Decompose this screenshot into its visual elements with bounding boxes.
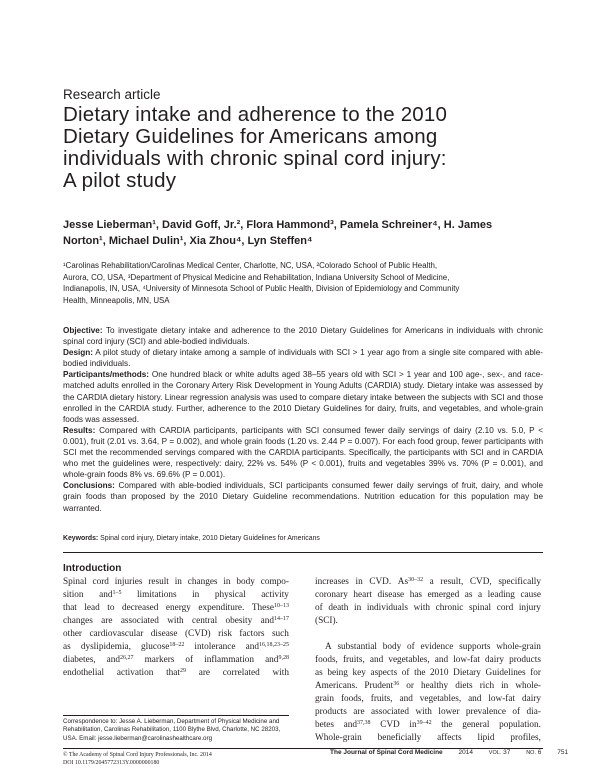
citation-ref: 36 <box>393 681 400 687</box>
author-line: Norton¹, Michael Dulin¹, Xia Zhou⁴, Lyn Steffen⁴ <box>63 235 313 247</box>
citation-ref: 30–32 <box>408 577 424 583</box>
abstract-results-label: Results: <box>63 425 96 435</box>
author-line: Jesse Lieberman¹, David Goff, Jr.², Flora Hammond³, Pamela Schreiner⁴, H. James <box>63 219 493 231</box>
word: 2010 <box>430 668 449 678</box>
word: injuries <box>114 577 143 587</box>
word: vegetables, <box>388 655 430 665</box>
citation-ref: 9,28 <box>278 655 289 661</box>
text-line <box>315 706 541 719</box>
title-line: individuals with chronic spinal cord injury: <box>63 147 447 170</box>
article-title <box>63 104 553 192</box>
word: lipid <box>477 733 495 743</box>
word: correlated <box>222 668 260 678</box>
word: dyslipidemia, <box>80 642 131 652</box>
word: fruits, <box>370 694 393 704</box>
word: that$^{29}$ <box>166 668 186 678</box>
word: disease <box>150 629 178 639</box>
word: obesity <box>225 616 253 626</box>
word: substantial <box>337 642 378 652</box>
word: to <box>107 603 115 613</box>
word: death <box>328 603 349 613</box>
word: betes <box>315 720 335 730</box>
text-line <box>63 615 289 628</box>
footnote-divider <box>63 715 289 716</box>
word: a <box>429 577 434 587</box>
abstract-conclusions-text: Compared with able-bodied individuals, SCI participants consumed fewer daily servings of fruit, dairy, and whole grain foods than proposed by the 2010 Dietary Guideline recommendations. Nutrition education for this population may be warranted. <box>63 481 543 513</box>
abstract-participants-label: Participants/methods: <box>63 370 149 380</box>
word: and <box>468 694 482 704</box>
word: intolerance <box>194 642 236 652</box>
word: Dietary <box>453 668 481 678</box>
word: (SCI). <box>315 616 338 626</box>
word: risk <box>218 629 232 639</box>
citation-ref: 29 <box>179 668 186 674</box>
word: has <box>409 590 423 600</box>
text-line <box>63 576 289 589</box>
text-line <box>315 576 541 589</box>
word: central <box>192 616 218 626</box>
journal-year: 2014 <box>458 749 473 756</box>
word: general <box>462 720 490 730</box>
word: that <box>63 603 77 613</box>
abstract <box>63 325 543 514</box>
word: of <box>512 707 521 717</box>
text-line <box>315 615 541 628</box>
section-heading-introduction: Introduction <box>63 563 122 574</box>
word: as <box>464 590 473 600</box>
word: emerged <box>427 590 460 600</box>
abstract-design <box>63 347 543 369</box>
abstract-objective-text: To investigate dietary intake and adherence to the 2010 Dietary Guidelines for Americans in individuals with chronic spinal cord injury (SCI) and able-bodied individuals. <box>63 326 543 347</box>
word: dairy <box>521 694 541 704</box>
word: activation <box>116 668 154 678</box>
word: in <box>192 590 200 600</box>
author-list <box>63 217 543 249</box>
title-line: Dietary intake and adherence to the 2010 <box>63 103 448 126</box>
title-line: A pilot study <box>63 169 177 192</box>
citation-ref: 26,27 <box>120 655 134 661</box>
affiliation-line: Aurora, CO, USA, ³Department of Physical Medicine and Rehabilitation, Indiana University School of Medicine, <box>63 272 450 282</box>
word: with <box>413 603 431 613</box>
text-line <box>63 602 289 615</box>
word: and <box>369 655 384 665</box>
word: whole- <box>515 681 541 691</box>
word: inflammation <box>204 655 255 665</box>
word: and$^{26,27}$ <box>106 655 134 665</box>
keywords <box>63 535 543 542</box>
footer-left <box>63 752 212 767</box>
word: dia- <box>526 707 541 717</box>
issue-label: NO. <box>526 750 536 756</box>
word: body <box>382 642 402 652</box>
word: individuals <box>366 603 408 613</box>
text-line <box>315 693 541 706</box>
word: grain <box>315 694 335 704</box>
word: These$^{10-13}$ <box>251 603 289 613</box>
text-line <box>63 667 289 680</box>
word: as <box>63 642 71 652</box>
word: rich <box>479 681 495 691</box>
word: cord <box>496 603 514 613</box>
keywords-label: Keywords: <box>63 535 99 542</box>
title-line: Dietary Guidelines for Americans among <box>63 125 438 148</box>
word: low-fat <box>453 655 480 665</box>
word: vegetables, <box>419 694 462 704</box>
word: injury <box>518 603 541 613</box>
word: aspects <box>370 668 398 678</box>
word: healthy <box>420 681 449 691</box>
word: population. <box>499 720 541 730</box>
word: a <box>478 590 483 600</box>
word: products <box>315 707 347 717</box>
word: Prudent$^{36}$ <box>364 681 400 691</box>
doi: DOI 10.1179/2045772313Y.0000000180 <box>63 759 160 766</box>
word: with <box>272 668 289 678</box>
word: lower <box>438 707 460 717</box>
word: fruits, <box>342 655 365 665</box>
word: (CVD) <box>184 629 211 639</box>
abstract-design-text: A pilot study of dietary intake among a sample of individuals with SCI > 1 year ago from a single site compared with able-bodied individuals. <box>63 348 543 369</box>
word: specifically <box>498 577 541 587</box>
word: Whole-grain <box>315 733 362 743</box>
word: and$^{16,18,23-25}$ <box>245 642 289 652</box>
word: and <box>399 694 413 704</box>
volume-label: VOL. <box>488 750 502 756</box>
text-line <box>315 719 541 732</box>
word: key <box>352 668 366 678</box>
word: of <box>401 668 410 678</box>
abstract-conclusions-label: Conclusions: <box>63 481 115 491</box>
citation-ref: 10–13 <box>273 603 289 609</box>
word: result <box>148 577 169 587</box>
footer-right <box>330 749 568 756</box>
word: in <box>501 681 509 691</box>
word: result, <box>440 577 464 587</box>
intro-column-right-paragraph <box>315 641 541 745</box>
text-line <box>63 589 289 602</box>
word: CVD. <box>369 577 392 587</box>
word: the <box>414 668 426 678</box>
text-line <box>315 589 541 602</box>
word: disease <box>377 590 405 600</box>
abstract-objective <box>63 325 543 347</box>
affiliation-line: Health, Minneapolis, MN, USA <box>63 296 170 306</box>
word: decreased <box>121 603 159 613</box>
word: factors <box>239 629 265 639</box>
word: cord <box>92 577 109 587</box>
word: beneficially <box>377 733 422 743</box>
word: foods, <box>340 694 364 704</box>
text-line <box>63 628 289 641</box>
word: evidence <box>420 642 454 652</box>
word: increases <box>315 577 349 587</box>
word: in <box>174 577 182 587</box>
correspondence-note: Correspondence to: Jesse A. Lieberman, Department of Physical Medicine and Rehabilitation, Carolinas Rehabilitation, 1100 Blythe Blvd, Charlotte, NC 28203, USA. Email: jesse.lieberman@carolinashealthcare.org <box>63 718 281 742</box>
word: whole-grain <box>496 642 541 652</box>
word: foods, <box>315 655 338 665</box>
word: of <box>315 603 323 613</box>
word: are <box>353 707 365 717</box>
text-line <box>315 654 541 667</box>
text-line <box>315 667 541 680</box>
word: products <box>509 655 541 665</box>
abstract-results <box>63 425 543 480</box>
word: associated <box>120 616 159 626</box>
word: and$^{9,28}$ <box>265 655 289 665</box>
copyright: © The Academy of Spinal Cord Injury Professionals, Inc. 2014 <box>63 752 212 758</box>
word: or <box>406 681 414 691</box>
word: sition <box>63 590 84 600</box>
citation-ref: 1–5 <box>112 590 122 596</box>
word: and$^{14-17}$ <box>260 616 289 626</box>
journal-name: The Journal of Spinal Cord Medicine <box>330 749 443 756</box>
word: Americans. <box>315 681 358 691</box>
word: of <box>407 642 415 652</box>
text-line <box>63 641 289 654</box>
word: activity <box>261 590 289 600</box>
citation-ref: 18–22 <box>169 642 185 648</box>
word: are <box>198 668 211 678</box>
word: and <box>434 655 449 665</box>
abstract-conclusions <box>63 480 543 513</box>
word: of <box>185 655 194 665</box>
citation-ref: 14–17 <box>273 616 289 622</box>
text-line <box>315 602 541 615</box>
citation-ref: 37,38 <box>357 720 371 726</box>
word: as <box>315 668 323 678</box>
word: such <box>271 629 289 639</box>
word: are <box>101 616 113 626</box>
word: physical <box>214 590 246 600</box>
word: affects <box>437 733 462 743</box>
word: cause <box>520 590 541 600</box>
word: the <box>441 720 453 730</box>
abstract-objective-label: Objective: <box>63 326 103 335</box>
abstract-participants-text: One hundred black or white adults aged 38–55 years old with SCI > 1 year and 100 age-, sex-, and race-matched adults enrolled in the Coronary Artery Risk Development in Young Adults (CARDIA) study. Dietary intake was assessed by the CARDIA dietary history. Linear regression analysis was used to compare dietary intake between the subjects with SCI and those enrolled in the CARDIA study. Further, adherence to the 2010 Dietary Guidelines for dairy, fruits, and vegetables, and whole-grain foods was assessed. <box>63 370 543 424</box>
affiliation-line: ¹Carolinas Rehabilitation/Carolinas Medical Center, Charlotte, NC, USA, ²Colorado School of Public Health, <box>63 261 438 270</box>
word: leading <box>487 590 515 600</box>
keywords-divider <box>63 552 543 553</box>
word: $in^{39-42}$ <box>409 720 432 730</box>
word: coronary <box>315 590 348 600</box>
text-line <box>315 732 541 745</box>
word: for <box>530 668 541 678</box>
word: with <box>415 707 432 717</box>
affiliation-line: Indianapolis, IN, USA, ⁴University of Minnesota School of Public Health, Division of Epidemiology and Community <box>63 284 460 294</box>
word: CVD, <box>469 577 492 587</box>
word: limitations <box>136 590 177 600</box>
word: CVD <box>380 720 400 730</box>
word: spinal <box>469 603 492 613</box>
word: changes <box>63 616 93 626</box>
word: A <box>325 642 332 652</box>
word: diabetes, <box>63 655 96 665</box>
word: expenditure. <box>198 603 245 613</box>
word: other <box>63 629 83 639</box>
word: profiles, <box>510 733 541 743</box>
word: markers <box>144 655 175 665</box>
word: heart <box>353 590 372 600</box>
word: glucose$^{18-22}$ <box>141 642 185 652</box>
intro-column-left <box>63 576 289 680</box>
page-number: 751 <box>557 749 569 756</box>
word: associated <box>371 707 410 717</box>
word: and$^{1-5}$ <box>99 590 122 600</box>
word: body <box>236 577 255 587</box>
word: and$^{37,38}$ <box>343 720 371 730</box>
word: changes <box>187 577 218 587</box>
word: being <box>327 668 348 678</box>
word: prevalence <box>465 707 506 717</box>
citation-ref: 16,18,23–25 <box>258 642 289 648</box>
article-type-label: Research article <box>63 87 161 102</box>
word: As$^{30-32}$ <box>397 577 424 587</box>
abstract-design-label: Design: <box>63 348 94 358</box>
issue-number: 6 <box>537 749 542 756</box>
affiliations <box>63 260 543 307</box>
word: low-fat <box>488 694 516 704</box>
word: Spinal <box>63 577 87 587</box>
word: dairy <box>484 655 504 665</box>
word: in <box>223 577 231 587</box>
abstract-participants <box>63 369 543 424</box>
word: in <box>354 603 362 613</box>
word: with <box>167 616 184 626</box>
word: in <box>355 577 363 587</box>
word: energy <box>165 603 191 613</box>
citation-ref: 39–42 <box>416 720 432 726</box>
word: chronic <box>435 603 464 613</box>
word: compo- <box>260 577 289 587</box>
abstract-results-text: Compared with CARDIA participants, participants with SCI consumed fewer daily servings of dairy (2.10 vs. 5.0, P < 0.001), fruit (2.01 vs. 3.64, P = 0.002), and whole grain foods (1.20 vs. 2.44 P = 0.007). For each food group, fewer participants with SCI met the recommended servings compared with the CARDIA participants. Specifically, the participants with SCI and in CARDIA who met the guidelines were, respectively: dairy, 22% vs. 54% (P < 0.001), fruits and vegetables 39% vs. 70% (P = 0.001), and whole-grain foods 8% vs. 69.6% (P = 0.001). <box>63 425 544 480</box>
word: supports <box>459 642 491 652</box>
word: diets <box>455 681 473 691</box>
keywords-text: Spinal cord injury, Dietary intake, 2010 Dietary Guidelines for Americans <box>100 535 320 542</box>
word: Guidelines <box>485 668 526 678</box>
text-line <box>315 680 541 693</box>
intro-column-right-top <box>315 576 541 628</box>
word: lead <box>84 603 100 613</box>
word: endothelial <box>63 668 105 678</box>
text-line <box>63 654 289 667</box>
volume-number: 37 <box>503 749 511 756</box>
text-line <box>315 641 541 654</box>
word: cardiovascular <box>89 629 144 639</box>
